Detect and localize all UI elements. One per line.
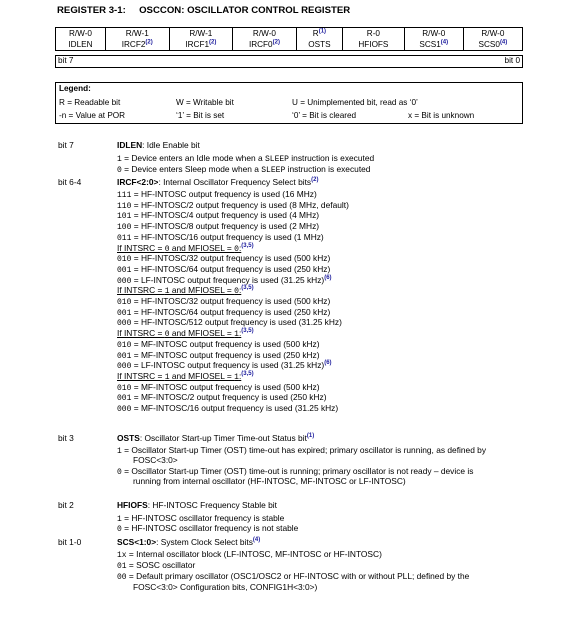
bit-value-code: 1 [117,447,122,456]
bit-label: bit 3 [58,433,74,443]
bit-name-cell [56,39,106,51]
footnote-ref: (6) [324,274,332,281]
bit-value-text: = HF-INTOSC/4 output frequency is used (4 MHz) [131,210,320,221]
bit-value-text: = HF-INTOSC/64 output frequency is used (250 kHz) [131,306,331,317]
bit-name: IRCF2 [121,40,146,49]
ircf-value-line [117,221,319,232]
bit-value-code: 000 [117,276,132,286]
ircf-value-line [117,350,320,361]
footnote-ref: (4) [252,537,261,544]
ircf-value-line [117,382,320,393]
bit-value-code: 101 [117,212,132,222]
bit-value-line [117,164,370,175]
footnote-ref: (1) [318,28,327,35]
bit-value-text: = SOSC oscillator [126,560,196,570]
bit-value-code: 0 [117,468,122,477]
condition-value: 1 [234,330,239,340]
ircf-value-line [117,360,332,371]
bit-name-cell [233,39,297,51]
bit-value-text: = Device enters Sleep mode when a [121,164,262,174]
ircf-value-line [117,392,327,403]
ircf-condition-heading [117,285,254,296]
bit-value-text: = Oscillator Start-up Timer (OST) time-out has expired; primary oscillator is running, as defined by [121,445,487,455]
footnote-ref: (2) [209,39,217,46]
footnote-ref: (4) [499,39,508,46]
bit-value-text: = HF-INTOSC/16 output frequency is used (1 MHz) [131,231,324,242]
bit-heading [117,500,277,510]
ircf-value-line [117,403,338,414]
ircf-value-line [117,232,324,243]
condition-value: 0 [164,244,170,254]
bit-value-code: 111 [117,191,132,200]
bit-value-code: 0 [117,166,122,175]
footnote-ref: (6) [324,360,332,367]
bit-value-line [117,523,298,534]
access-cell: R/W-0 [233,28,297,40]
bit-value-code: 0 [117,525,122,534]
bit-value-text: instruction is executed [285,164,371,174]
bit-value-continuation: FOSC<3:0> Configuration bits, CONFIG1H<3:0>) [133,582,318,592]
bit-value-code: 001 [117,308,132,318]
ircf-value-line [117,339,320,350]
bit-label: bit 2 [58,500,74,510]
legend-por: -n = Value at POR [59,111,126,120]
bit-value-code: 00 [117,573,127,582]
bit-field-name: OSTS [117,433,140,443]
condition-text [117,371,241,381]
bit-name-cell [343,39,405,51]
legend-title: Legend: [59,84,91,93]
bit-value-code: 01 [117,562,127,571]
legend-box [55,82,523,124]
register-title: REGISTER 3-1: OSCCON: OSCILLATOR CONTROL REGISTER [57,5,351,16]
bit-name: HFIOFS [358,40,389,49]
bit-name: OSTS [308,40,331,49]
access-cell: R/W-0 [56,28,106,40]
access-row [56,28,523,40]
ircf-condition-heading [117,371,254,382]
bit-field-name: SCS<1:0> [117,537,157,547]
bit-value-text: = Oscillator Start-up Timer (OST) time-out is running; primary oscillator is not ready – device is [121,466,474,476]
footnote-ref: (1) [306,433,315,440]
bit-value-code: 001 [117,265,132,275]
bit-value-code: 000 [117,405,132,414]
access-cell: R/W-0 [463,28,522,40]
instruction-keyword: SLEEP [261,166,286,175]
bit-value-text: = MF-INTOSC output frequency is used (250 kHz) [131,349,320,360]
bit-value-text: = Default primary oscillator (OSC1/OSC2 or HF-INTOSC with or without PLL; defined by the [126,571,470,581]
bit-value-text: = LF-INTOSC output frequency is used (31.25 kHz) [131,360,325,371]
condition-text [117,328,241,338]
ircf-value-line [117,200,349,211]
bit-heading [117,177,318,187]
bit-range-row [55,55,523,68]
condition-value: 0 [234,287,239,297]
ircf-value-line [117,275,332,286]
condition-part: and MFIOSEL = [169,370,235,381]
bit-value-text: instruction is executed [288,153,375,163]
bit-name: SCS0 [478,40,500,49]
bit-value-continuation: running from internal oscillator (HF-INTOSC, MF-INTOSC or LF-INTOSC) [133,476,406,486]
bit-field-name: IDLEN [117,140,143,150]
ircf-value-line [117,264,330,275]
bit-value-text: = MF-INTOSC output frequency is used (500 kHz) [131,381,320,392]
access-cell [296,28,342,40]
bit-value-text: = HF-INTOSC/32 output frequency is used (500 kHz) [131,253,331,264]
bit-name-cell [404,39,463,51]
bit-value-line [117,549,382,560]
footnote-ref: (4) [440,39,449,46]
bit-label: bit 7 [58,140,74,150]
bit-value-text: = Device enters an Idle mode when a [121,153,265,163]
bit-value-code: 100 [117,223,132,233]
footnote-ref: (2) [272,39,280,46]
bit-value-code: 010 [117,340,132,350]
bit-value-text: = LF-INTOSC output frequency is used (31.25 kHz) [131,274,325,285]
name-row [56,39,523,51]
footnote-ref: (3,5) [241,242,254,249]
legend-writable: W = Writable bit [176,98,234,107]
bit-value-code: 011 [117,233,132,243]
bit-value-text: = HF-INTOSC/512 output frequency is used (31.25 kHz) [131,317,342,328]
footnote-ref: (3,5) [241,285,254,292]
access-cell: R/W-0 [404,28,463,40]
bit-name: IRCF1 [185,40,209,49]
condition-part: : [238,328,242,339]
ircf-value-line [117,296,330,307]
bit-value-text: = HF-INTOSC output frequency is used (16 MHz) [131,189,317,199]
bit-value-text: = MF-INTOSC/2 output frequency is used (250 kHz) [131,392,327,403]
bit-field-name: IRCF<2:0> [117,177,159,187]
bit-value-text: = HF-INTOSC/32 output frequency is used (500 kHz) [131,296,331,306]
condition-part: If INTSRC = [117,242,165,253]
ircf-condition-heading [117,243,254,254]
register-bit-table [55,27,523,51]
bit-name-cell [463,39,522,51]
bit-label: bit 1-0 [58,537,82,547]
condition-value: 1 [164,287,170,297]
bit-value-code: 110 [117,201,132,211]
bit-value-text: = MF-INTOSC output frequency is used (500 kHz) [131,338,320,349]
instruction-keyword: SLEEP [264,155,289,164]
ircf-value-line [117,317,342,328]
bit-value-line [117,571,469,582]
bit-value-code: 000 [117,319,132,329]
footnote-ref: (2) [311,177,319,184]
access-cell: R/W-1 [169,28,233,40]
bit-low-label: bit 0 [504,56,520,65]
bit-heading [117,433,314,443]
bit-label: bit 6-4 [58,177,82,187]
bit-name: SCS1 [419,40,441,49]
bit-heading [117,140,200,150]
bit-value-line [117,560,195,571]
bit-value-text: = HF-INTOSC/2 output frequency is used (8 MHz, default) [131,199,349,210]
bit-value-code: 010 [117,383,132,393]
bit-value-code: 1 [117,515,122,524]
ircf-value-line [117,189,317,200]
condition-part: : [238,242,242,253]
bit-description: : Internal Oscillator Frequency Select bits [158,177,312,187]
bit-high-label: bit 7 [58,56,74,65]
condition-value: 0 [234,244,239,254]
condition-text [117,243,241,253]
condition-text [117,285,241,295]
condition-value: 1 [234,372,239,382]
footnote-ref: (3,5) [241,328,254,335]
condition-part: If INTSRC = [117,285,165,296]
condition-value: 0 [164,330,170,340]
condition-part: and MFIOSEL = [169,285,235,296]
ircf-condition-heading [117,328,254,339]
legend-set: ‘1’ = Bit is set [176,111,225,120]
condition-part: : [238,370,242,381]
bit-description: : Idle Enable bit [142,140,200,150]
bit-name-cell [296,39,342,51]
condition-part: If INTSRC = [117,328,165,339]
condition-part: and MFIOSEL = [169,328,235,339]
bit-value-code: 000 [117,362,132,372]
condition-value: 1 [164,372,170,382]
legend-unimplemented: U = Unimplemented bit, read as ‘0’ [292,98,418,107]
condition-part: : [238,285,242,296]
bit-value-code: 1 [117,155,122,164]
access-cell: R-0 [343,28,405,40]
bit-value-text: = HF-INTOSC/64 output frequency is used (250 kHz) [131,263,331,274]
legend-unknown: x = Bit is unknown [408,111,475,120]
bit-name-cell [105,39,169,51]
condition-part: If INTSRC = [117,370,165,381]
bit-value-text: = HF-INTOSC oscillator frequency is stable [121,513,285,523]
bit-field-name: HFIOFS [117,500,148,510]
bit-value-code: 1x [117,551,127,560]
legend-cleared: ‘0’ = Bit is cleared [292,111,357,120]
bit-value-continuation: FOSC<3:0> [133,455,178,465]
bit-value-text: = Internal oscillator block (LF-INTOSC, MF-INTOSC or HF-INTOSC) [126,549,382,559]
bit-description: : HF-INTOSC Frequency Stable bit [147,500,277,510]
legend-readable: R = Readable bit [59,98,121,107]
access-cell: R/W-1 [105,28,169,40]
bit-value-code: 001 [117,394,132,404]
bit-value-code: 010 [117,255,132,265]
bit-value-text: = HF-INTOSC oscillator frequency is not stable [121,523,299,533]
bit-value-text: = HF-INTOSC/8 output frequency is used (2 MHz) [131,221,320,232]
footnote-ref: (2) [145,39,153,46]
access-text: R [312,29,319,38]
bit-name: IDLEN [68,40,93,49]
bit-name-cell [169,39,233,51]
bit-description: : Oscillator Start-up Timer Time-out Status bit [139,433,307,443]
bit-value-code: 001 [117,351,132,361]
ircf-value-line [117,210,319,221]
ircf-value-line [117,253,330,264]
bit-value-code: 010 [117,298,132,307]
bit-description: : System Clock Select bits [156,537,253,547]
bit-heading [117,537,260,547]
footnote-ref: (3,5) [241,371,254,378]
ircf-value-line [117,307,330,318]
condition-part: and MFIOSEL = [169,242,235,253]
bit-name: IRCF0 [248,40,273,49]
bit-value-text: = MF-INTOSC/16 output frequency is used (31.25 kHz) [131,403,339,413]
bit-value-line [117,153,374,164]
